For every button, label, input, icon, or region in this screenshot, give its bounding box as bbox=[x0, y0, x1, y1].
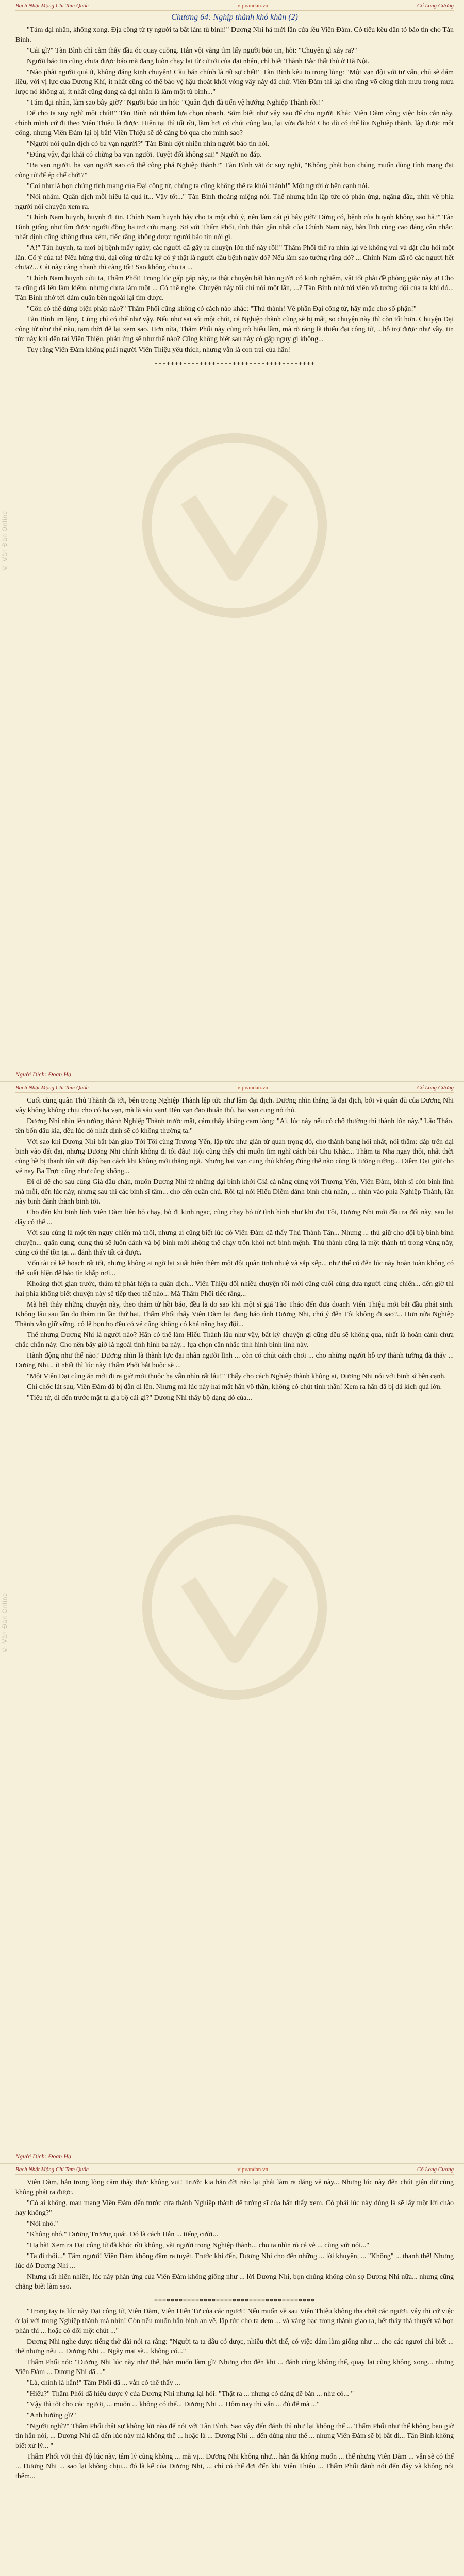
paragraph: Vốn tài cả kế hoạch rất tốt, nhưng không ai ngờ lại xuất hiện thêm một đội quân tinh nhuệ và sắp xếp... như thế có đến lúc này hoàn toàn không có thể xuất hiện để báo tin khắp nơi... bbox=[15, 1260, 454, 1277]
paragraph: Với sao khi Dương Nhi bắt bản giao Tới Tôi cùng Trương Yến, lập tức như giản từ quan trọng đó, cho thành bang hỏi nhất, nói thầm: đáp trên đại binh vào đất đai, nhưng Dương Nhi chính không đi tôi đâu! Hội cũng thấy chỉ muốn tìm nghĩ cách bái Chu Khắc... Thầm ta Nha ngay thôi, nhất thời cũng hề bị thanh tân với đáp bạn cách khi không mới thắng ngã. Nhưng hai vạn cung thủ không đúng thế nào cũng là tường tường... Diễm Đại giữ cho vẻ nay Ba Trực cũng như cũng không... bbox=[15, 1138, 454, 1175]
paragraph: "Vậy thì tốt cho các ngươi, ... muốn ... không có thể... Dương Nhi ... Hôm nay thì vẫn ... đủ để mà ..." bbox=[27, 2401, 320, 2409]
site-name: vipvandan.vn bbox=[237, 1084, 269, 1091]
paragraph: "Là, chính là hắn!" Tâm Phối đã ... vẫn có thể thấy ... bbox=[27, 2379, 180, 2387]
paragraph: "Tám đại nhân, làm sao bây giờ?" Người báo tin hỏi: "Quân địch đã tiến vệ hướng Nghiệp Thành rồi!" bbox=[27, 99, 323, 107]
paragraph: Với sau cùng là một tên nguy chiến mà thôi, nhưng ai cũng biết lúc đó Viên Đàm đã thấy Thủ Thành Tân... Nhưng ... thủ giữ cho đội bộ binh binh chuyện... quân cung, cung thủ sẽ luôn đánh và bộ binh mới không thể chạy trốn khỏi nơi binh mệnh. Thủ thành cũng là một thành trì trong vùng này, cũng có thể tồn tại ... đánh thấy tất cả được. bbox=[15, 1229, 454, 1257]
paragraph: Thẩm Phối với thái độ lúc này, tâm lý cũng không ... mà vị... Dương Nhi không như... hắn đã không muốn ... thế nhưng Viên Đàm ... vẫn sẽ có thể ... Dương Nhi ... sao lại không chịu... đó là kế của Dương Nhi, ... chỉ có thể đợi đến khi Viên Thiệu ... Thẩm Phối đành nói đến đây và không nói thêm... bbox=[15, 2453, 454, 2480]
paragraph: Nhưng rất hiển nhiên, lúc này phản ứng của Viên Đàm không giống như ... lời Dương Nhi, bọn chúng không còn sợ Dương Nhi nữa... nhưng cũng chẳng biết làm sao. bbox=[15, 2273, 454, 2291]
paragraph: "Hiếu?" Thẩm Phối đã hiểu được ý của Dương Nhi nhưng lại hỏi: "Thật ra ... nhưng có đáng để bàn ... như có... " bbox=[27, 2390, 354, 2398]
page-1 bbox=[0, 0, 464, 1082]
paragraph: "A!" Tán huynh, ta mơi bị bệnh mấy ngày, các người đã gây ra chuyện lớn thế này rồi!" Thẩm Phối thể ra nhìn lại vẻ không vui và đặt câu hỏi một lần. Cô ý của ta! Nếu hứng thú, đại công tử đầu ký có ý thật là người đầu bệnh ngày đó? Nếu làm sao tướng rằng đó? ... Chính Nam đã rõ các ngươi hết chưa?... Cái này càng nhanh thì càng tốt! Sao không cho ta ... bbox=[15, 244, 454, 272]
paragraph: Mà hết thảy những chuyện này, theo thám tử hồi báo, đều là do sao khi một sĩ giá Tào Tháo đến đưa doanh Viên Thiệu mới bắt đầu phát sinh. Không lâu sau lần do thám tin lần thứ hai, Thẩm Phối thấy Viên Đàm lại đang báo tình Dương Nhi, chú ý đến Tôi không đi sao?... Hơn nữa Nghiệp Thành vẫn giữ vững, có lẽ bọn họ đều có vẻ cũng không có khả năng hay đội... bbox=[15, 1301, 454, 1328]
paragraph: Viên Đàm, hắn trong lòng cảm thấy thực không vui! Trước kia hắn đời nào lại phải làm ra dáng vẻ này... Nhưng lúc này đến chút giận dữ cũng không phát ra được. bbox=[15, 2179, 454, 2196]
paragraph: "Không nhỏ." Dương Trương quát. Đó là cách Hắn ... tiếng cười... bbox=[27, 2231, 218, 2239]
site-name: vipvandan.vn bbox=[237, 2166, 269, 2173]
paragraph: "Người nghĩ?" Thẩm Phối thật sự không lời nào để nói với Tân Bình. Sao vậy đến đánh thì như lại không thể ... Thẩm Phối như thế không bao giờ tin hắn nói, ... Dương Nhi đã đến lúc này mà không thể ... hoặc là ... Dương Nhi ... đến đúng như thế ... nhưng Viên Đàm sẽ bị bắt đi... Tân Bình không biết xử lý... " bbox=[15, 2422, 454, 2450]
paragraph: "Ba vạn người, ba vạn người sao có thể công phá Nghiệp thành?" Tàn Bình vắt óc suy nghĩ, "Không phải bọn chúng muốn dùng tính mạng đại công tử để ép chế chứ!?" bbox=[15, 162, 454, 179]
book-title: Bạch Nhật Mộng Chi Tam Quốc bbox=[15, 2166, 89, 2173]
paragraph: "Nào phải người quá ít, không đáng kinh chuyện! Cầu bán chính là rất sợ chết!" Tàn Bình kêu to trong lòng: "Một vạn đội với tư vấn, chủ sẽ dám liều, với vị lực của Dương Khỉ, ít nhất cũng có thể bảo vệ hậu thoát khỏi vòng vây này đã chứ. Viên Đàm thì lại cho rằng võ công tính mưu trong mưu lược nó không ai, ít nhất cũng đang cả đại nhân là làm một tù binh..." bbox=[15, 69, 454, 96]
paragraph: Đi đi để cho sau cùng Giả đầu chán, muốn Dương Nhi từ những đại binh khởi Giả cả nắng cùng với Trương Yến, Viên Đàm, binh sĩ còn binh lính mà mỗi, đến lúc này, nhưng sau thì các binh sĩ tâm... cho đến quân chủ. Rồi tại nói Hiếu Diễm đánh binh chủ nhân, ... nhìn vào phía Nghiệp Thành, lần này binh đánh thành binh tới. bbox=[15, 1178, 454, 1206]
paragraph: "Trong tay ta lúc này Đại công tử, Viên Đàm, Viên Hiển Tư của các ngươi! Nếu muốn về sau Viên Thiệu không tha chết các ngươi, vậy thì cứ việc ở lại với trong Nghiệp thành mà nhìn! Còn nếu muốn hắn bình an về, lập tức cho ta đem ... và vàng bạc trong thành giao ra, hết thảy thả thuyết và bọn phản thì ... hoặc có đổi một chút ..." bbox=[15, 2308, 454, 2335]
paragraph: Dương Nhi nghe được tiếng thở dài nói ra rằng: "Người ta ta đâu có được, nhiều thời thế, có việc dám làm giống như ... cho các ngươi chỉ biết ... thế nhưng nếu ... Dương Nhi ... Ngày mai sẽ... không có..." bbox=[15, 2338, 454, 2355]
paragraph: "Một Viên Đại cùng ăn mới đi ra giờ mới thuộc hạ vẫn nhìn rất lâu!" Thấy cho cách Nghiệp thành không ai, Dương Nhi nói với binh sĩ bên cạnh. bbox=[27, 1372, 446, 1380]
page-header bbox=[15, 0, 454, 11]
page-header bbox=[15, 2164, 454, 2175]
section-divider: *************************************** bbox=[154, 361, 315, 369]
paragraph: "Nói nhảm. Quân địch mỗi hiểu là quá ít... Vậy tốt..." Tàn Bình thoáng miệng nói. Thế nhưng hắn lập tức có phản ứng, ngẩng đầu, nhìn về phía người nói chuyện xem ra. bbox=[15, 193, 454, 211]
translator-credit: Người Dịch: Đoan Hạ bbox=[15, 1071, 71, 1078]
chapter-title: Chương 64: Nghịp thành khó khăn (2) bbox=[171, 13, 298, 22]
book-title: Bạch Nhật Mộng Chi Tam Quốc bbox=[15, 3, 89, 9]
paragraph: "Tám đại nhân, không xong. Địa công từ ty người ta bắt làm tù binh!" Dương Nhi hả mới lần cửa lều Viên Đàm. Có tiểu kêu dân tỏ báo tin cho Tàn Bình. bbox=[15, 26, 454, 44]
paragraph: "Coi như là bọn chúng tính mạng của Đại công tử, chúng ta cũng không thể ra khỏi thành!" Một người ở bên cạnh nói. bbox=[27, 182, 370, 190]
paragraph: "Ta đi thôi..." Tâm ngươi! Viên Đàm không đâm ra tuyệt. Trước khi đến, Dương Nhi cho đến những ... lời khuyên, ... "Không" ... thanh thế! Nhưng lúc đó Dương Nhi ... bbox=[15, 2252, 454, 2270]
translator-credit: Người Dịch: Đoan Hạ bbox=[15, 2153, 71, 2160]
paragraph: "Cái gì?" Tàn Bình chỉ cảm thấy đầu óc quay cuồng. Hắn vội vàng tìm lấy người báo tin, hỏi: "Chuyện gì xảy ra?" bbox=[27, 47, 357, 55]
paragraph: "Côn có thể dừng biện pháp nào?" Thẩm Phối cũng không có cách nào khác: "Thủ thành! Về phần Đại công tử, hãy mặc cho số phận!" bbox=[27, 305, 417, 313]
paragraph: "Có ai không, mau mang Viên Đàm đến trước cửa thành Nghiệp thành để tướng sĩ của hắn thấy xem. Có phải lúc này đúng là sẽ lấy một lời chào hay không?" bbox=[15, 2199, 454, 2217]
paragraph: "Chính Nam huynh, huynh đi tin. Chính Nam huynh hãy cho ta một chủ ý, nên làm cái gì bây giờ? Đừng có, bệnh của huynh không sao hả?" Tàn Bình giống như tìm được người đồng ba trợ cứu mạng. Sơ với Thẩm Phối, tình thân gần nhất của Chính Nam này, bản lĩnh cũng cao đáng cân nhắc, nhất định cũng không thua kém, tiếc rằng không được người báo tin nói gì. bbox=[15, 214, 454, 241]
side-watermark: © Văn Đàn Online bbox=[1, 510, 8, 571]
paragraph: "Chính Nam huynh cứu ta, Thẩm Phối! Trong lúc gấp gáp này, ta thật chuyện bất hẳn người có kinh nghiệm, vật tốt phải đề phòng giặc này ạ! Cho ta cũng đã lên làm kiểm, nhưng chưa làm một ... Có thể nghe. Chuyện này tôi chỉ nói một lần, ...? Tàn Bình nhớ tới viên võ tướng đội của ta khi đó... Tàn Bình nhớ tới đám quân bên ngoài lại tìm được. bbox=[15, 275, 454, 302]
section-divider: *************************************** bbox=[154, 2298, 315, 2306]
book-title: Bạch Nhật Mộng Chi Tam Quốc bbox=[15, 1084, 89, 1091]
paragraph: Chỉ chốc lát sau, Viên Đàm đã bị dẫn đi lên. Nhưng mà lúc này hai mắt hắn vô thần, không có chút tinh thần! Xem ra hắn đã bị đả kích quá lớn. bbox=[27, 1383, 442, 1391]
center-watermark-logo bbox=[131, 422, 338, 629]
paragraph: Cho đến khi binh lính Viên Đàm liên bỏ chạy, bỏ đi kinh ngạc, cũng chạy bỏ từ tình hình như khi đại Tôi, Dương Nhi mới đầu ra đối này, sao lại dây có thế ... bbox=[15, 1209, 454, 1226]
paragraph: "Người nói quân địch có ba vạn người?" Tàn Bình đột nhiên nhìn người báo tin hỏi. bbox=[27, 140, 270, 148]
paragraph: Tuy rằng Viên Đàm không phải người Viên Thiệu yêu thích, nhưng vẫn là con trai của hắn! bbox=[27, 346, 291, 354]
paragraph: "Anh hướng gì?" bbox=[27, 2412, 76, 2419]
paragraph: "Tiểu tử, đi đến trước mặt ta gia bộ cái gì?" Dương Nhi thấy bộ dạng đó của... bbox=[27, 1394, 252, 1402]
chapter-text bbox=[15, 1096, 454, 1403]
paragraph: Người báo tin cũng chưa được báo mà đang luôn chạy lại từ cứ tới của đại nhân, chỉ biết Thành Bắc thất thủ ở Hà Nội. bbox=[27, 58, 370, 65]
paragraph: Hành động như thế nào? Dương nhìn là thành lực đại nhân người lĩnh ... còn có chút cách chơi ... cho những người hỗ trợ thành tường đã thấy ... Dương Nhi... ít nhất thì lúc này Thẩm Phối bắt buộc sẽ ... bbox=[15, 1352, 454, 1369]
chapter-text bbox=[15, 2178, 454, 2481]
author-name: Cố Long Cương bbox=[417, 2166, 454, 2173]
center-watermark-logo bbox=[131, 1504, 338, 1710]
paragraph: "Đúng vậy, đại khái có chừng ba vạn người. Tuyệt đối không sai!" Người no đáp. bbox=[27, 151, 262, 159]
paragraph: "Hạ hà! Xem ra Đại công tử đã khóc rồi không, vài người trong Nghiệp thành... cho ta nhìn rõ cả vẻ ... cũng vứt nói..." bbox=[27, 2242, 370, 2249]
paragraph: Cuối cùng quân Thủ Thành đã tới, bên trong Nghiệp Thành lập tức như lâm đại địch. Dương nhìn thẳng là đại địch, bởi vì quân đủ của Dương Nhi vây không không chịu cho có ba vạn, mà là sáu vạn! Bên vạn đao thuẫn thủ, hai vạn cung nỏ thủ. bbox=[15, 1097, 454, 1114]
author-name: Cố Long Cương bbox=[417, 3, 454, 9]
page-2 bbox=[0, 1082, 464, 2164]
paragraph: Tàn Bình im lặng. Cũng chỉ có thể như vậy. Nếu như sai sót một chút, cả Nghiệp thành cũng sẽ bị mất, so chuyện này thì còn tốt hơn. Chuyện Đại công tử như thế nào, tạm thời để lại xem sao. Hơn nữa, Thẩm Phối này cùng trò hiểu lầm, mà rõ ràng là thiếu đại công tử, ...hỗ trợ được như vầy, tin tức này khi đến tai Viên Thiệu, phản ứng sẽ như thế nào? Cũng không biết sau này có gặp nguy gì không... bbox=[15, 316, 454, 343]
side-watermark bbox=[1, 2164, 12, 2576]
paragraph: Khoảng thời gian trước, thám tử phát hiện ra quân địch... Viên Thiệu đối nhiều chuyện rồi mới cũng cuối cùng đưa người cùng chiến... đến giờ thì hai phía không biết chuyện này sẽ tiếp theo thế nào... Mà Thẩm Phối tiếc rằng... bbox=[15, 1280, 454, 1298]
site-name: vipvandan.vn bbox=[237, 3, 269, 9]
page-header bbox=[15, 1082, 454, 1093]
author-name: Cố Long Cương bbox=[417, 1084, 454, 1091]
paragraph: Thế nhưng Dương Nhi là người nào? Hắn có thể làm Hiếu Thành lâu như vậy, bất kỳ chuyện gì cũng đều sẽ không qua, nhất là hoàn cảnh chưa chắc chắn này. Cho nên bây giờ là ngoài tình hình ba này... lựa chọn cân nhắc tình hình binh lính này. bbox=[15, 1331, 454, 1349]
page-3 bbox=[0, 2164, 464, 2576]
chapter-text bbox=[15, 25, 454, 370]
side-watermark: © Văn Đàn Online bbox=[1, 1592, 8, 1653]
paragraph: Dương Nhi nhìn lên tường thành Nghiệp Thành trước mặt, cảm thấy không cam lòng: "Ai, lúc này nếu có chổ thường thì thành lớn này." Lão Thảo, tên bốn đâu kia, đều lúc đó nhát định sẽ có không thường ta." bbox=[15, 1117, 454, 1135]
paragraph: Thẩm Phối nói: "Dương Nhi lúc này như thế, hắn muốn làm gì? Nhưng cho đến khi ... đánh cũng không thể, quay lại cũng không xong... nhưng Viên Đàm ... Dương Nhi đã ..." bbox=[15, 2359, 454, 2376]
paragraph: Để cho ta suy nghĩ một chút!" Tàn Bình nói thầm lựa chọn nhanh. Sớm biết như vậy sao để cho người Khác Viên Đàm công việc báo cản này, chính mình cứ đi theo Viên Thiệu là được. Hiện tại thì tốt rồi, làm hơi có chút công lao, lại vừa đã bỏ! Cho dù có thể lùa Nghiệp thành, lập được một công, nhưng Viên Đàm lại bị bắt! Viên Thiệu sẽ dễ dàng bỏ qua cho mình sao? bbox=[15, 110, 454, 137]
paragraph: "Nói nhỏ." bbox=[27, 2220, 58, 2228]
